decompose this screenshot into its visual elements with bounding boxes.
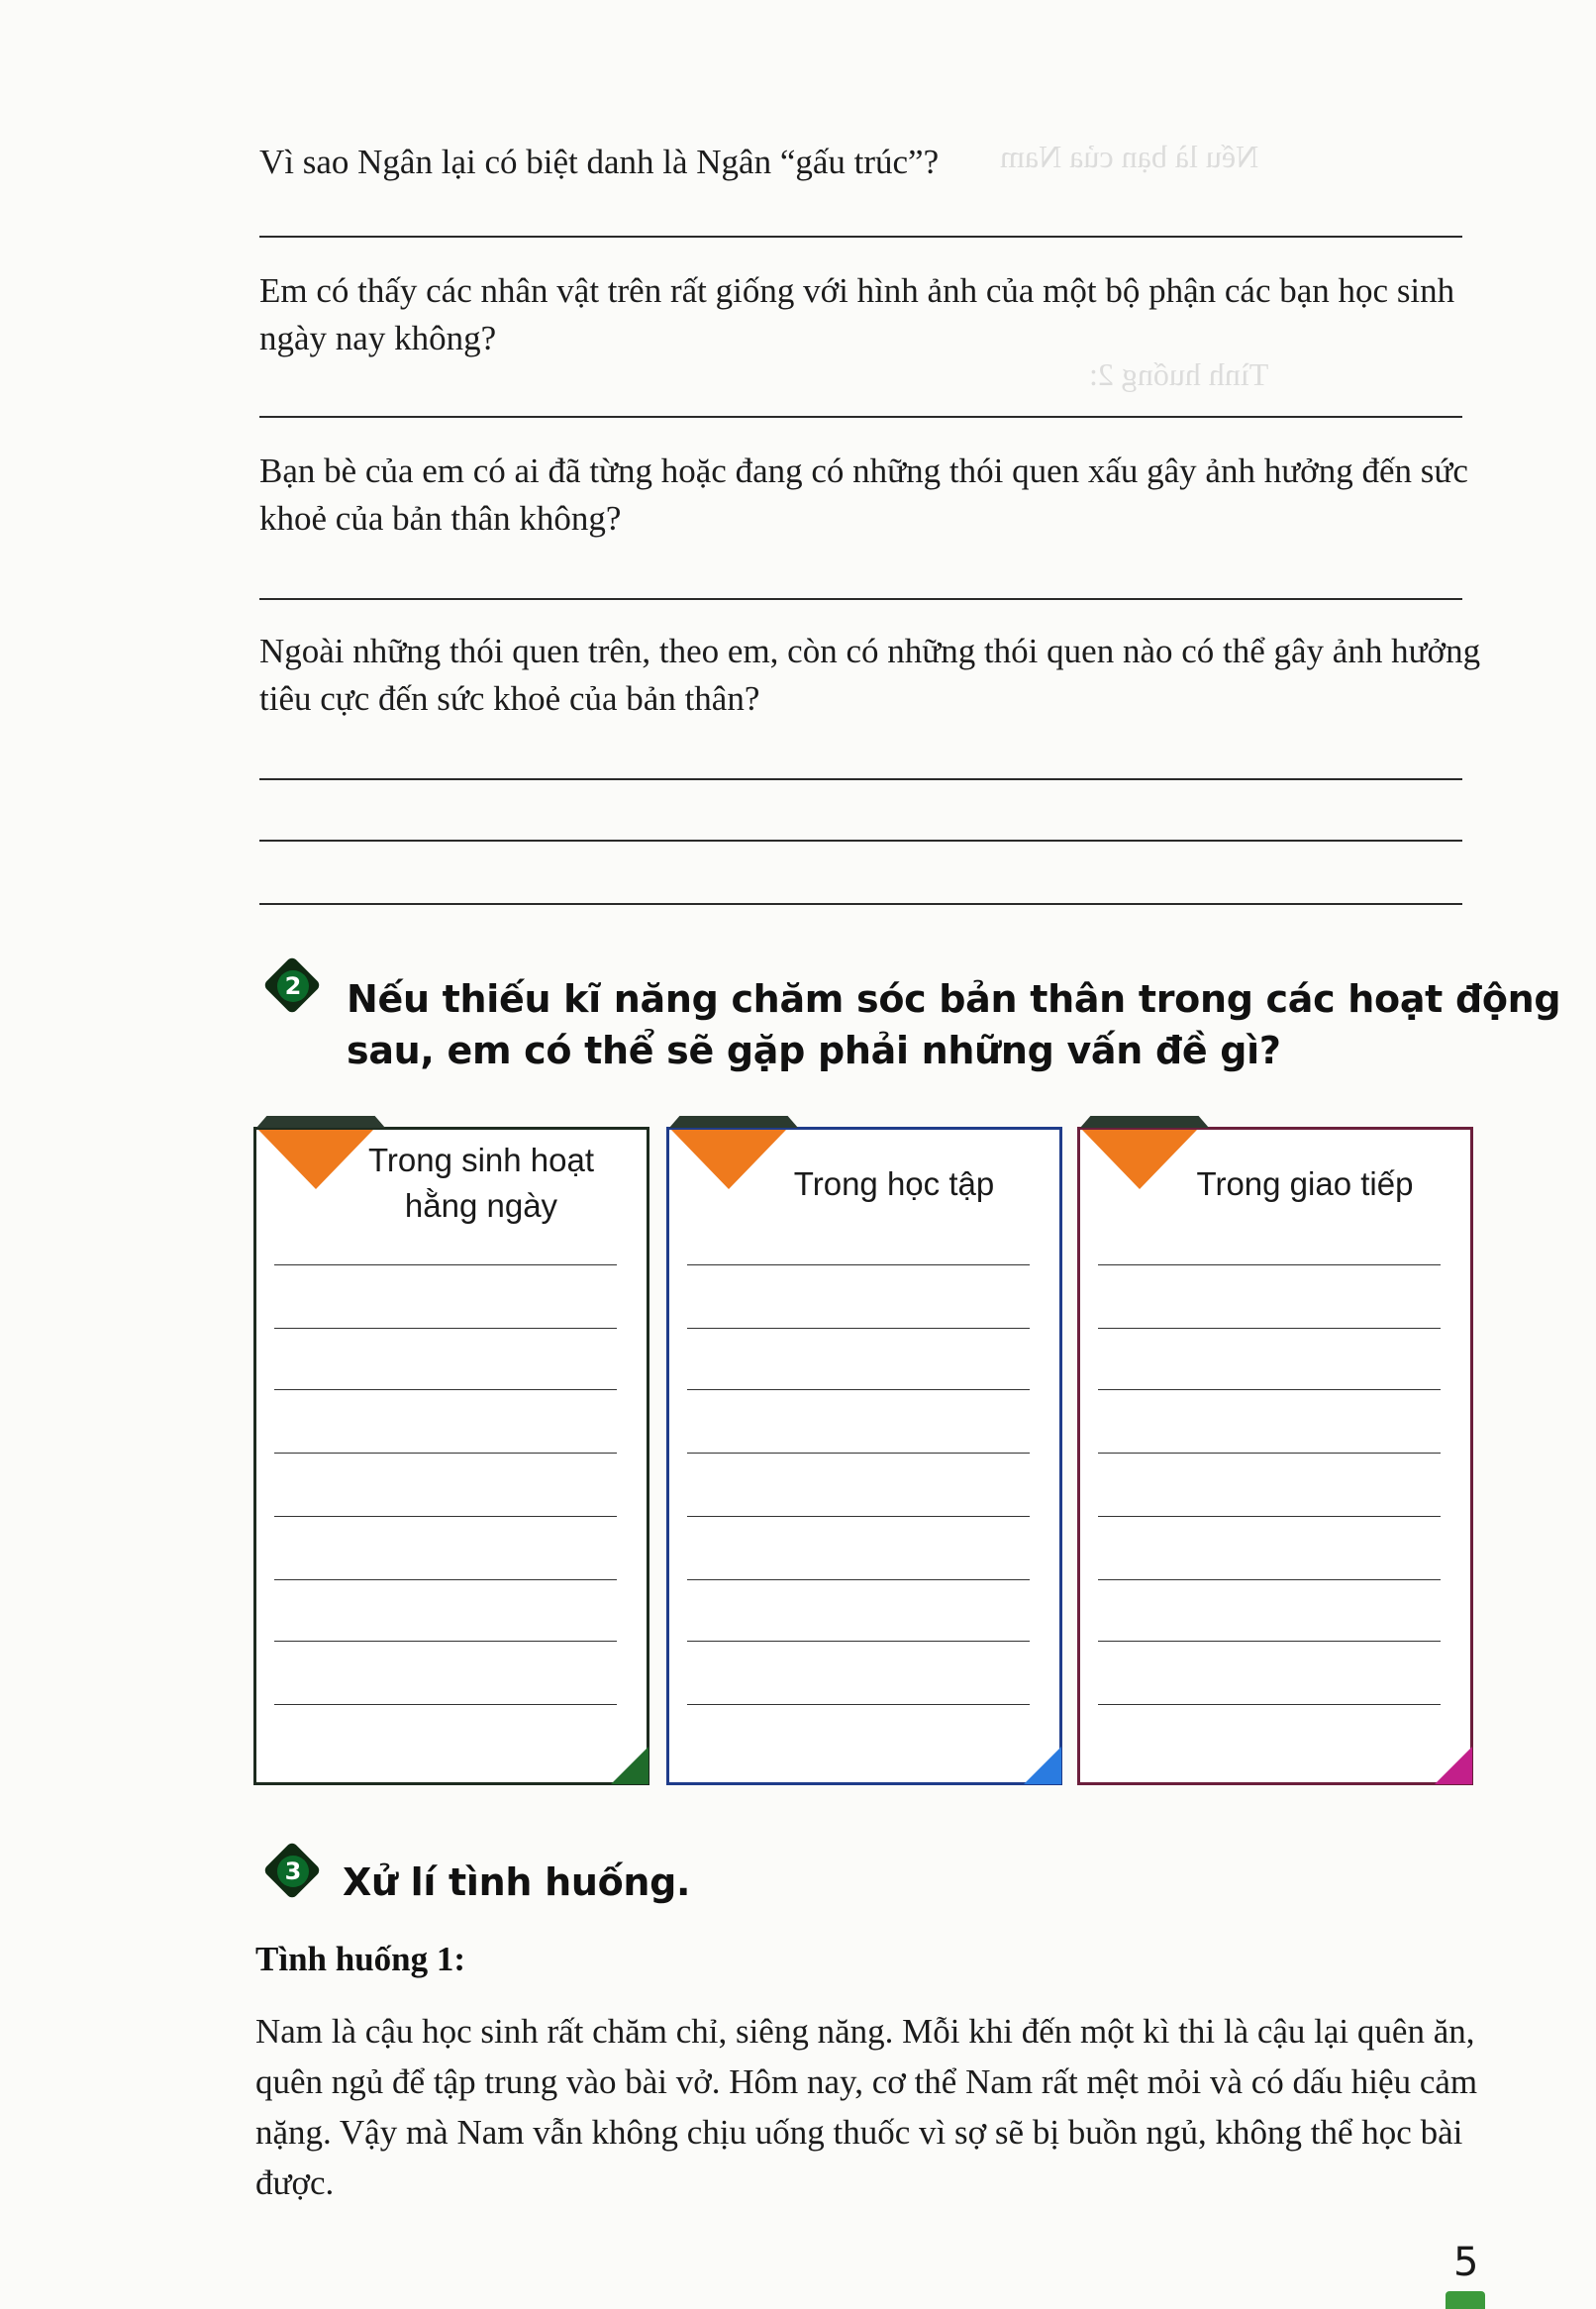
card-answer-line[interactable]	[687, 1579, 1030, 1580]
card-answer-line[interactable]	[274, 1704, 617, 1705]
card-answer-line[interactable]	[1098, 1453, 1441, 1454]
situation-1-label: Tình huống 1:	[255, 1940, 466, 1978]
card-answer-line[interactable]	[1098, 1704, 1441, 1705]
card-answer-line[interactable]	[274, 1264, 617, 1265]
card-communication	[1077, 1127, 1473, 1785]
card-answer-line[interactable]	[1098, 1389, 1441, 1390]
card-answer-line[interactable]	[274, 1453, 617, 1454]
card-answer-line[interactable]	[687, 1453, 1030, 1454]
card-answer-line[interactable]	[687, 1264, 1030, 1265]
question-3: Bạn bè của em có ai đã từng hoặc đang có những thói quen xấu gây ảnh hưởng đến sức khoẻ của bản thân không?	[259, 452, 1468, 538]
answer-line[interactable]	[259, 903, 1462, 905]
section-number-badge: 2	[265, 958, 321, 1014]
corner-fold-icon	[1435, 1747, 1472, 1784]
card-answer-line[interactable]	[1098, 1579, 1441, 1580]
card-studying	[666, 1127, 1062, 1785]
answer-line[interactable]	[259, 236, 1462, 238]
answer-line[interactable]	[259, 598, 1462, 600]
corner-fold-icon	[1024, 1747, 1061, 1784]
card-answer-line[interactable]	[1098, 1516, 1441, 1517]
card-answer-line[interactable]	[274, 1579, 617, 1580]
question-4: Ngoài những thói quen trên, theo em, còn có những thói quen nào có thể gây ảnh hưởng tiêu cực đến sức khoẻ của bản thân?	[259, 632, 1481, 718]
bleed-through-text: Tình huống 2:	[1089, 356, 1269, 392]
card-title: Trong sinh hoạt hằng ngày	[367, 1142, 595, 1224]
answer-line[interactable]	[259, 416, 1462, 418]
section-2-title-line1: Nếu thiếu kĩ năng chăm sóc bản thân trong các hoạt động	[347, 977, 1561, 1021]
card-title: Trong giao tiếp	[1196, 1165, 1414, 1202]
card-daily-life	[253, 1127, 649, 1785]
card-answer-line[interactable]	[274, 1516, 617, 1517]
card-answer-line[interactable]	[687, 1389, 1030, 1390]
corner-fold-icon	[611, 1747, 648, 1784]
card-answer-line[interactable]	[687, 1641, 1030, 1642]
situation-1-text: Nam là cậu học sinh rất chăm chỉ, siêng năng. Mỗi khi đến một kì thi là cậu lại quên ăn, quên ngủ để tập trung vào bài vở. Hôm nay, cơ thể Nam rất mệt mỏi và có dấu hiệu cảm nặng. Vậy mà Nam vẫn không chịu uống thuốc vì sợ sẽ bị buồn ngủ, không thể học bài được.	[255, 2012, 1478, 2202]
section-3-title: Xử lí tình huống.	[343, 1860, 691, 1904]
card-answer-line[interactable]	[274, 1389, 617, 1390]
answer-line[interactable]	[259, 778, 1462, 780]
card-answer-line[interactable]	[1098, 1641, 1441, 1642]
page-corner-mark	[1446, 2291, 1485, 2309]
card-answer-line[interactable]	[274, 1328, 617, 1329]
question-1: Vì sao Ngân lại có biệt danh là Ngân “gấu trúc”?	[259, 143, 940, 181]
card-answer-line[interactable]	[1098, 1328, 1441, 1329]
card-answer-line[interactable]	[274, 1641, 617, 1642]
question-2: Em có thấy các nhân vật trên rất giống với hình ảnh của một bộ phận các bạn học sinh ngày nay không?	[259, 271, 1455, 357]
card-answer-line[interactable]	[687, 1516, 1030, 1517]
card-answer-line[interactable]	[1098, 1264, 1441, 1265]
section-number-badge: 3	[265, 1844, 321, 1899]
section-2-title-line2: sau, em có thể sẽ gặp phải những vấn đề gì?	[347, 1029, 1281, 1072]
card-answer-line[interactable]	[687, 1328, 1030, 1329]
card-answer-line[interactable]	[687, 1704, 1030, 1705]
bleed-through-text: Nếu là bạn của Nam	[1000, 139, 1259, 174]
answer-line[interactable]	[259, 840, 1462, 842]
card-title: Trong học tập	[793, 1165, 995, 1202]
page-number: 5	[1453, 2240, 1479, 2285]
